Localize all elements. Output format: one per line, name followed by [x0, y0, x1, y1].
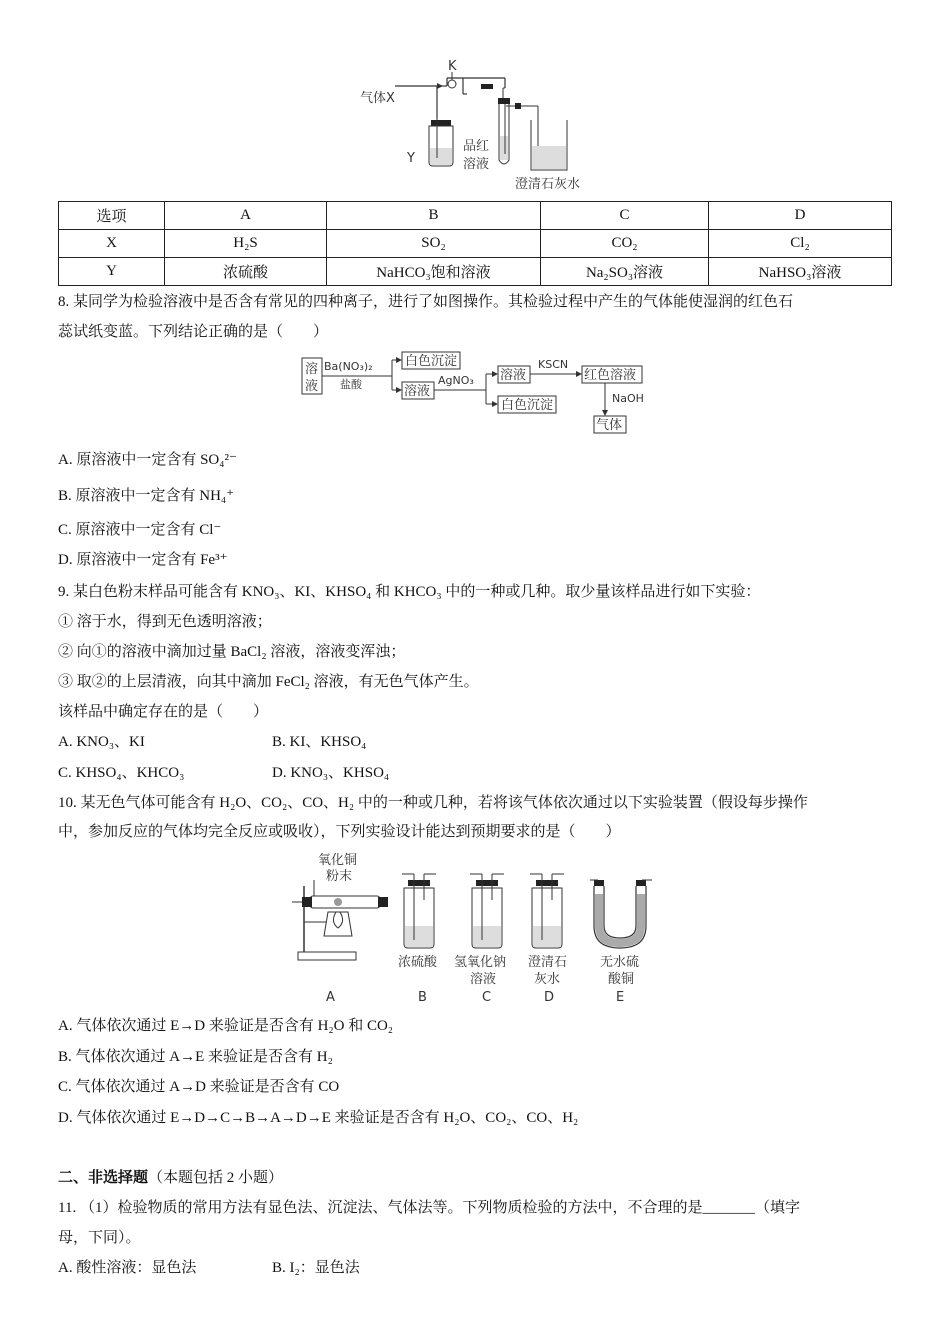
q11-stem-line-2: 母，下同）。 — [58, 1230, 141, 1246]
table-cell: D — [709, 202, 892, 230]
q9-stem: 9. 某白色粉末样品可能含有 KNO₃、KI、KHSO₄ 和 KHCO₃ 中的一种或几种。取少量该样品进行如下实验： — [58, 584, 761, 600]
table-cell: 浓硫酸 — [165, 258, 327, 286]
flow-sol-2: 溶液 — [500, 368, 527, 383]
table-row — [59, 230, 892, 258]
table-row — [59, 258, 892, 286]
label-b-conc-h2so4: 浓硫酸 — [398, 955, 438, 970]
flow-sol-1: 溶液 — [404, 384, 431, 399]
table-cell: H₂S — [165, 230, 327, 258]
q9-option-d: D. KNO₃、KHSO₄ — [272, 765, 390, 781]
table-cell: SO₂ — [327, 230, 541, 258]
q9-step-2: ② 向①的溶液中滴加过量 BaCl₂ 溶液，溶液变浑浊； — [58, 644, 406, 660]
table-cell: Cl₂ — [709, 230, 892, 258]
flow-reagent-1-top: Ba(NO₃)₂ — [324, 360, 373, 373]
table-cell: A — [165, 202, 327, 230]
q8-option-c: C. 原溶液中一定含有 Cl⁻ — [58, 522, 222, 538]
table-cell: Na₂SO₃溶液 — [541, 258, 709, 286]
table-cell: CO₂ — [541, 230, 709, 258]
q10-option-a: A. 气体依次通过 E→D 来验证是否含有 H₂O 和 CO₂ — [58, 1018, 394, 1034]
q11-stem-line-1: 11. （1）检验物质的常用方法有显色法、沉淀法、气体法等。下列物质检验的方法中，不合理的是_______（填字 — [58, 1200, 800, 1216]
q10-option-b: B. 气体依次通过 A→E 来验证是否含有 H₂ — [58, 1049, 333, 1065]
flow-reagent-3: KSCN — [538, 358, 569, 371]
flow-reagent-1-bottom: 盐酸 — [340, 378, 362, 391]
flow-start-1: 溶 — [305, 362, 319, 377]
q10-stem-line-2: 中，参加反应的气体均完全反应或吸收），下列实验设计能达到预期要求的是（ ） — [58, 824, 621, 840]
pinred-label-2: 溶液 — [463, 157, 490, 172]
options-table — [58, 201, 892, 286]
section-2-title: 二、非选择题 — [58, 1170, 149, 1186]
table-cell: NaHCO₃饱和溶液 — [327, 258, 541, 286]
letter-d: D — [544, 990, 555, 1005]
q9-question: 该样品中确定存在的是（ ） — [58, 704, 269, 720]
table-header-row — [59, 202, 892, 230]
bottle-y-label: Y — [407, 151, 415, 166]
q8-stem-line-2: 蕊试纸变蓝。下列结论正确的是（ ） — [58, 324, 329, 340]
q10-stem-line-1: 10. 某无色气体可能含有 H₂O、CO₂、CO、H₂ 中的一种或几种，若将该气体依次通过以下实验装置（假设每步操作 — [58, 795, 808, 811]
q9-step-3: ③ 取②的上层清液，向其中滴加 FeCl₂ 溶液，有无色气体产生。 — [58, 674, 479, 690]
cuo-label-1: 氧化铜 — [318, 853, 358, 868]
letter-e: E — [616, 990, 625, 1005]
table-cell: B — [327, 202, 541, 230]
q8-option-a: A. 原溶液中一定含有 SO₄²⁻ — [58, 452, 237, 468]
flow-start-2: 液 — [305, 379, 319, 394]
q8-option-d: D. 原溶液中一定含有 Fe³⁺ — [58, 552, 228, 568]
label-d-limewater-2: 灰水 — [534, 972, 561, 987]
letter-b: B — [418, 990, 427, 1005]
label-c-naoh: 氢氧化钠 — [454, 955, 507, 970]
flow-reagent-4: NaOH — [612, 392, 644, 405]
q8-flowchart — [300, 350, 660, 438]
pinred-label: 品红 — [463, 139, 490, 154]
flow-reagent-2: AgNO₃ — [438, 374, 474, 387]
q11-option-a: A. 酸性溶液：显色法 — [58, 1260, 197, 1276]
q9-option-a: A. KNO₃、KI — [58, 734, 145, 750]
letter-c: C — [482, 990, 492, 1005]
flow-red-sol: 红色溶液 — [584, 368, 637, 383]
q10-option-c: C. 气体依次通过 A→D 来验证是否含有 CO — [58, 1079, 340, 1095]
table-cell: X — [59, 230, 165, 258]
section-2-note: （本题包括 2 小题） — [148, 1170, 284, 1186]
q9-step-1: ① 溶于水，得到无色透明溶液； — [58, 614, 272, 630]
flow-gas: 气体 — [596, 418, 623, 433]
limewater-label: 澄清石灰水 — [515, 177, 581, 192]
table-cell: Y — [59, 258, 165, 286]
table-cell: 选项 — [59, 202, 165, 230]
flow-ppt-2: 白色沉淀 — [501, 398, 554, 413]
section-2-heading — [58, 1168, 283, 1188]
q10-option-d: D. 气体依次通过 E→D→C→B→A→D→E 来验证是否含有 H₂O、CO₂、CO、H₂ — [58, 1110, 579, 1126]
letter-a: A — [326, 990, 335, 1005]
q9-option-c: C. KHSO₄、KHCO₃ — [58, 765, 185, 781]
cuo-label-2: 粉末 — [326, 869, 353, 884]
valve-k-label: K — [448, 59, 457, 74]
q9-option-b: B. KI、KHSO₄ — [272, 734, 367, 750]
flow-ppt-1: 白色沉淀 — [405, 354, 458, 369]
q8-option-b: B. 原溶液中一定含有 NH₄⁺ — [58, 488, 235, 504]
apparatus-figure-1 — [355, 58, 605, 198]
label-e-cuso4-2: 酸铜 — [608, 972, 635, 987]
label-e-cuso4: 无水硫 — [600, 955, 640, 970]
q10-apparatus-figure — [290, 850, 670, 1008]
gas-x-label: 气体X — [360, 91, 395, 106]
table-cell: C — [541, 202, 709, 230]
q11-option-b: B. I₂：显色法 — [272, 1260, 360, 1276]
label-c-naoh-2: 溶液 — [470, 972, 497, 987]
label-d-limewater: 澄清石 — [528, 955, 568, 970]
table-cell: NaHSO₃溶液 — [709, 258, 892, 286]
q8-stem-line-1: 8. 某同学为检验溶液中是否含有常见的四种离子，进行了如图操作。其检验过程中产生的气体能使湿润的红色石 — [58, 294, 794, 310]
